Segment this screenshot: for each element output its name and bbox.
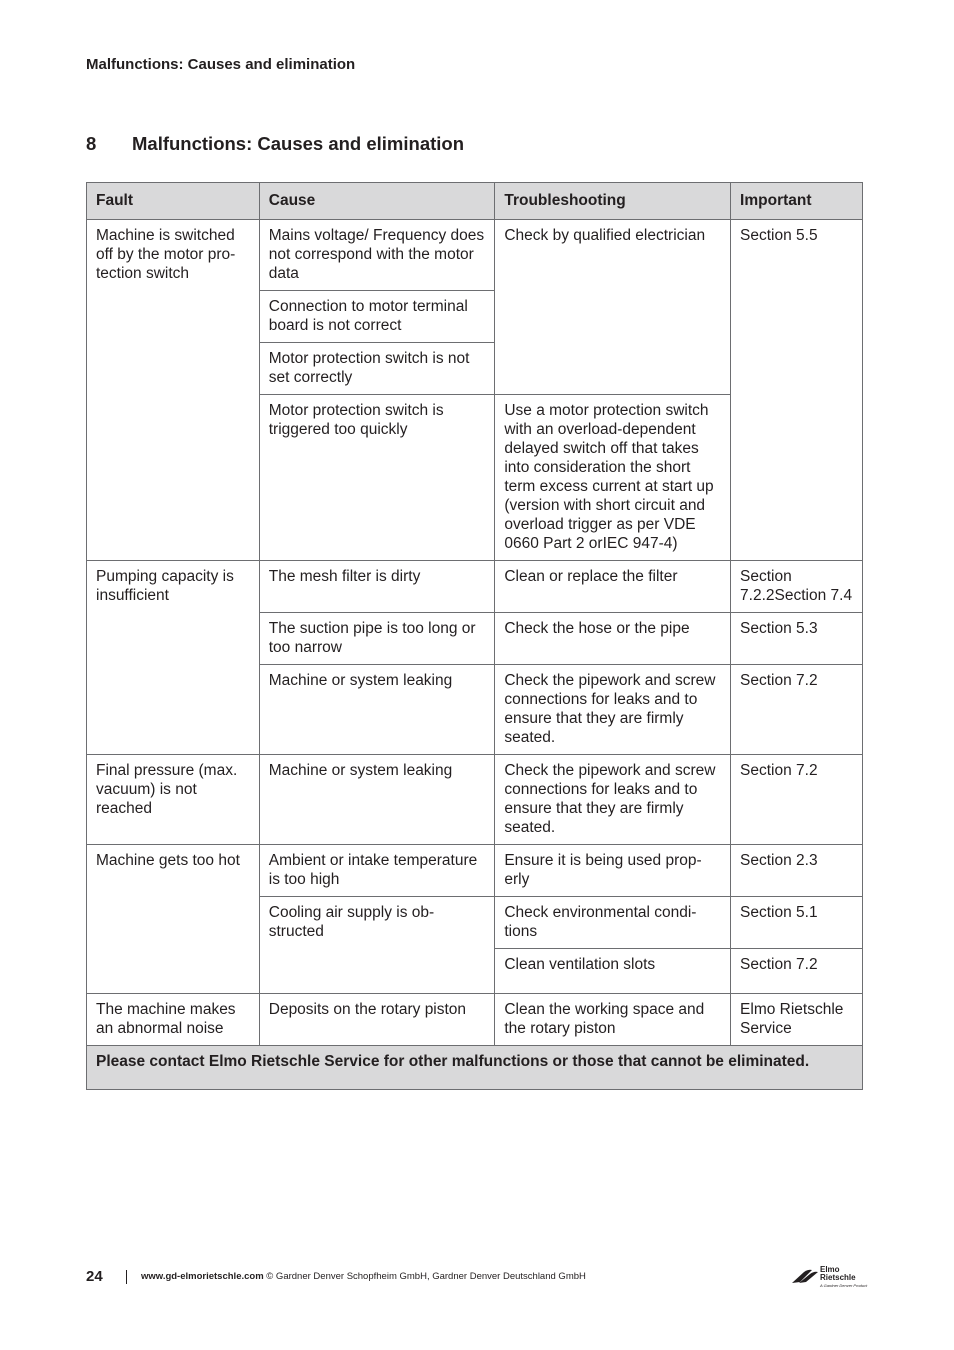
header-important: Important — [731, 183, 863, 220]
cause-cell: Motor protection switch is not set correctly — [259, 343, 495, 395]
troubleshooting-cell: Clean ventilation slots — [495, 949, 731, 994]
reference-cell: Section 5.5 — [731, 220, 863, 561]
reference-cell: Section 7.2 — [731, 949, 863, 994]
reference-cell: Section 2.3 — [731, 845, 863, 897]
cause-cell: Machine or system leaking — [259, 755, 495, 845]
troubleshooting-cell: Clean the working space and the rotary piston — [495, 994, 731, 1046]
section-title — [86, 133, 464, 155]
logo-swoosh-icon — [790, 1266, 820, 1286]
cause-cell: The suction pipe is too long or too narrow — [259, 613, 495, 665]
logo-tagline: A Gardner Denver Product — [820, 1283, 868, 1288]
troubleshooting-cell: Clean or replace the filter — [495, 561, 731, 613]
reference-cell: Section 7.2.2Section 7.4 — [731, 561, 863, 613]
page-number: 24 — [86, 1268, 103, 1285]
fault-cell: Pumping capacity is insufficient — [87, 561, 260, 755]
troubleshooting-cell: Check the pipework and screw connections for leaks and to ensure that they are firmly seated. — [495, 755, 731, 845]
cause-cell: Connection to motor terminal board is not correct — [259, 291, 495, 343]
header-cause: Cause — [259, 183, 495, 220]
logo-line2: Rietschle — [820, 1273, 856, 1282]
elmo-rietschle-logo — [790, 1266, 866, 1290]
logo-wordmark — [820, 1266, 856, 1282]
cause-cell: Motor protection switch is triggered too quickly — [259, 395, 495, 561]
table-row — [87, 994, 863, 1046]
troubleshooting-cell: Check environmental condi-tions — [495, 897, 731, 949]
fault-cell: Machine is switched off by the motor pro-tection switch — [87, 220, 260, 561]
footer-divider — [126, 1270, 127, 1284]
reference-cell: Elmo Rietschle Service — [731, 994, 863, 1046]
reference-cell: Section 5.3 — [731, 613, 863, 665]
header-troubleshooting: Troubleshooting — [495, 183, 731, 220]
troubleshooting-cell: Check by qualified electrician — [495, 220, 731, 395]
troubleshooting-cell: Use a motor protection switch with an overload-dependent delayed switch off that takes into consideration the short term excess current at start up (version with short circuit and overload trigger as per VDE 0660 Part 2 orIEC 947-4) — [495, 395, 731, 561]
cause-cell: Mains voltage/ Frequency does not correspond with the motor data — [259, 220, 495, 291]
troubleshooting-cell: Check the hose or the pipe — [495, 613, 731, 665]
cause-cell: The mesh filter is dirty — [259, 561, 495, 613]
fault-cell: Final pressure (max. vacuum) is not reached — [87, 755, 260, 845]
footer-copyright: © Gardner Denver Schopfheim GmbH, Gardner Denver Deutschland GmbH — [266, 1271, 586, 1282]
service-contact-note: Please contact Elmo Rietschle Service for other malfunctions or those that cannot be eliminated. — [87, 1046, 863, 1090]
cause-cell: Ambient or intake temperature is too high — [259, 845, 495, 897]
header-fault: Fault — [87, 183, 260, 220]
section-number: 8 — [86, 133, 97, 154]
logo-line1: Elmo — [820, 1265, 840, 1274]
table-row — [87, 220, 863, 291]
running-header: Malfunctions: Causes and elimination — [86, 56, 356, 73]
malfunctions-table — [86, 182, 863, 1090]
cause-cell: Deposits on the rotary piston — [259, 994, 495, 1046]
table-footer-row — [87, 1046, 863, 1090]
cause-cell: Machine or system leaking — [259, 665, 495, 755]
footer-url: www.gd-elmorietschle.com — [141, 1271, 264, 1282]
page-footer — [86, 1268, 586, 1285]
table-row — [87, 755, 863, 845]
fault-cell: Machine gets too hot — [87, 845, 260, 994]
fault-cell: The machine makes an abnormal noise — [87, 994, 260, 1046]
reference-cell: Section 7.2 — [731, 755, 863, 845]
troubleshooting-cell: Check the pipework and screw connections for leaks and to ensure that they are firmly seated. — [495, 665, 731, 755]
troubleshooting-cell: Ensure it is being used prop-erly — [495, 845, 731, 897]
section-title-text: Malfunctions: Causes and elimination — [132, 133, 465, 154]
cause-cell: Cooling air supply is ob-structed — [259, 897, 495, 994]
table-row — [87, 561, 863, 613]
table-row — [87, 845, 863, 897]
table-header-row — [87, 183, 863, 220]
reference-cell: Section 7.2 — [731, 665, 863, 755]
reference-cell: Section 5.1 — [731, 897, 863, 949]
